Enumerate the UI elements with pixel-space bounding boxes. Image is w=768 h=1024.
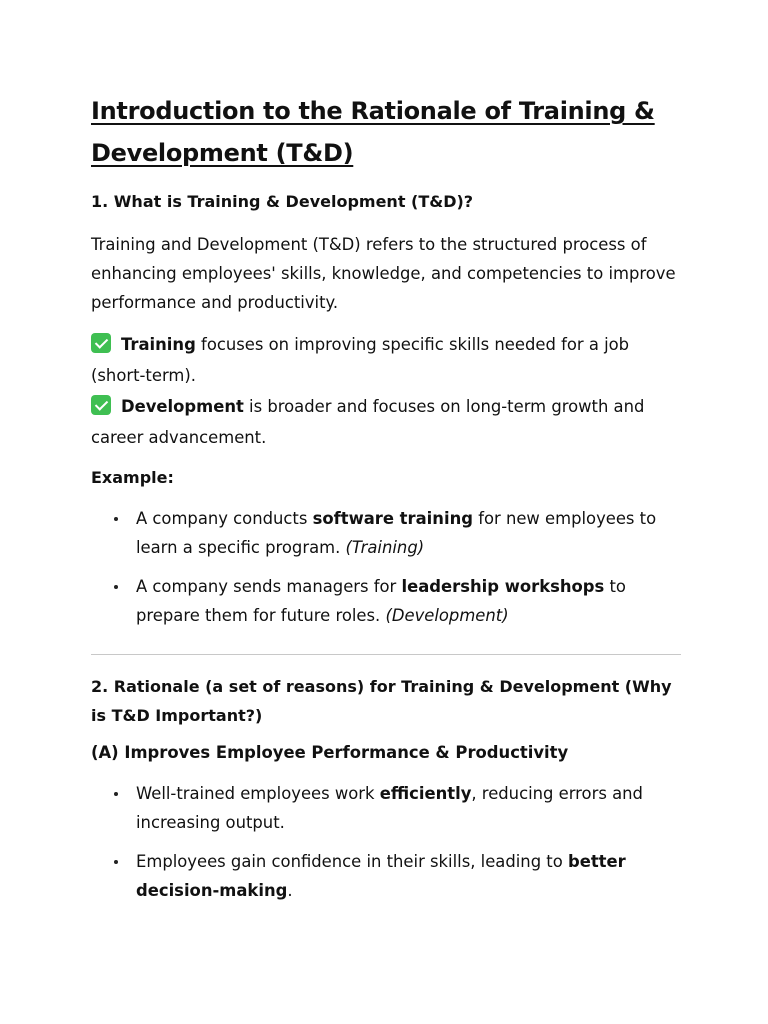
list-item [91,779,681,837]
check-item-term: Training [121,335,196,354]
list-item-text: Well-trained employees work [136,784,380,803]
list-item-bold: software training [312,509,473,528]
section-1-heading: 1. What is Training & Development (T&D)? [91,192,474,211]
check-item-development [91,391,681,453]
section-divider [91,654,681,655]
list-item-bold: efficiently [379,784,472,803]
page-title: Introduction to the Rationale of Training & Development (T&D) [91,97,655,167]
check-item-term: Development [121,397,244,416]
list-item-text: . [287,881,293,900]
example-label: Example: [91,468,174,487]
bullet-icon [114,860,118,864]
section-2-heading: 2. Rationale (a set of reasons) for Training & Development (Why is T&D Important?) [91,677,672,725]
list-item-italic: (Development) [385,606,509,625]
bullet-icon [114,585,118,589]
td-definition: Training and Development (T&D) refers to the structured process of enhancing employees' skills, knowledge, and competencies to improve performance and productivity. [91,235,676,312]
check-mark-icon [91,395,111,415]
check-item-text: is broader and focuses on long-term growth and career advancement. [91,397,645,447]
bullet-icon [114,792,118,796]
check-item-text: focuses on improving specific skills needed for a job (short-term). [91,335,630,385]
check-item-training [91,329,681,391]
list-item-text: for new employees to learn a specific program. [136,509,657,557]
list-item-text: to prepare them for future roles. [136,577,626,625]
list-item-italic: (Training) [345,538,425,557]
check-mark-icon [91,333,111,353]
list-item [91,572,681,630]
list-item-bold: leadership workshops [401,577,605,596]
list-item-text: Employees gain confidence in their skills, leading to [136,852,568,871]
example-list [91,504,681,630]
check-list [91,329,681,453]
list-item [91,504,681,562]
subsection-a-heading: (A) Improves Employee Performance & Productivity [91,743,569,762]
list-item-text: A company sends managers for [136,577,402,596]
list-item [91,847,681,905]
performance-list [91,779,681,905]
list-item-bold: better decision-making [136,852,626,900]
list-item-text: A company conducts [136,509,313,528]
document-page [91,90,681,915]
list-item-text: , reducing errors and increasing output. [136,784,643,832]
bullet-icon [114,517,118,521]
